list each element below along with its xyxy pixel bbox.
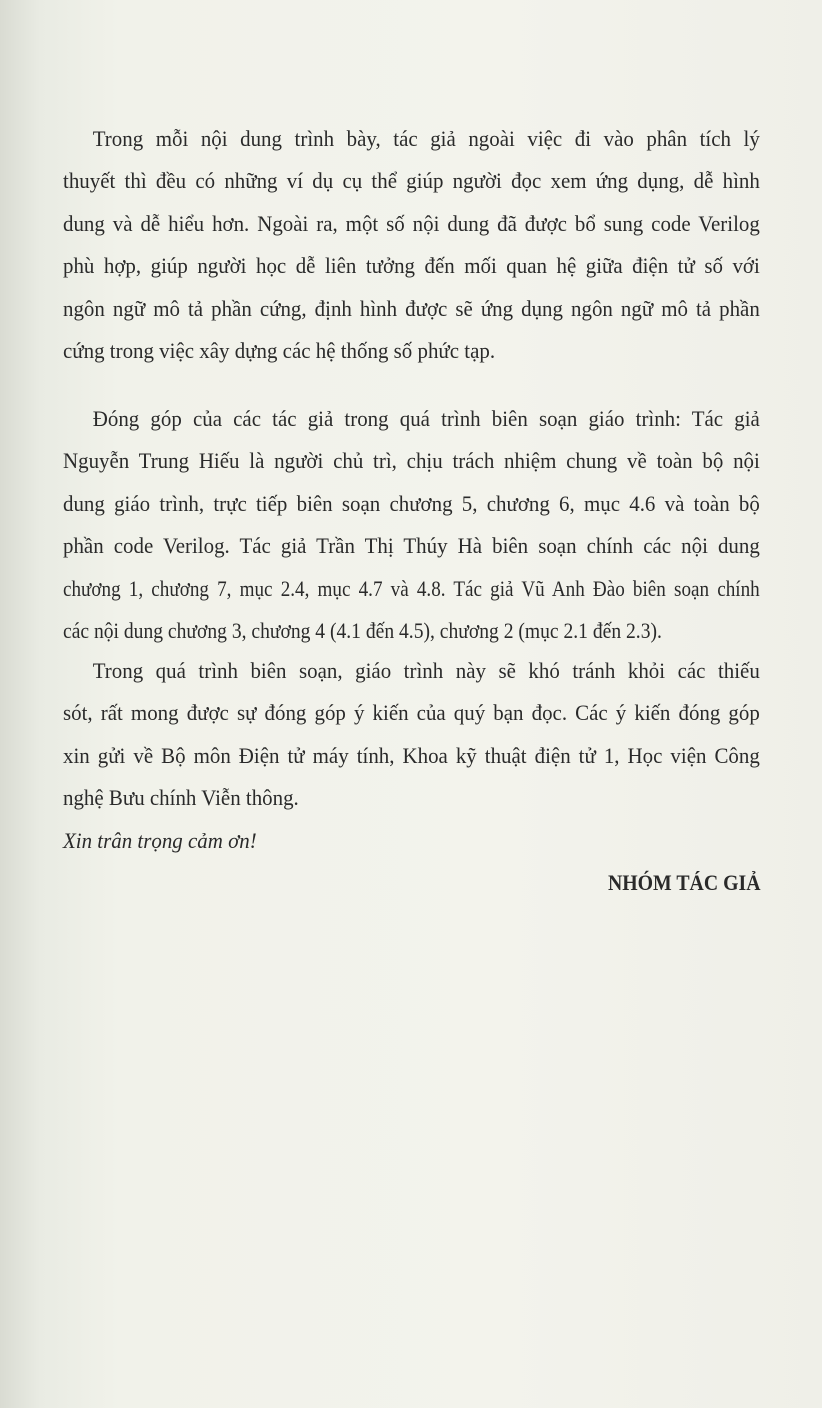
text-line: chương 1, chương 7, mục 2.4, mục 4.7 và 4.8. Tác giả Vũ Anh Đào biên soạn chính <box>63 575 760 601</box>
text-line: dung giáo trình, trực tiếp biên soạn chương 5, chương 6, mục 4.6 và toàn bộ <box>63 490 760 516</box>
paragraph-content-overview <box>63 118 760 372</box>
text-line: các nội dung chương 3, chương 4 (4.1 đến 4.5), chương 2 (mục 2.1 đến 2.3). <box>63 617 662 643</box>
text-line: xin gửi về Bộ môn Điện tử máy tính, Khoa kỹ thuật điện tử 1, Học viện Công <box>63 742 760 768</box>
text-line: thuyết thì đều có những ví dụ cụ thể giúp người đọc xem ứng dụng, dễ hình <box>63 168 760 194</box>
paragraph-feedback <box>63 650 760 820</box>
text-line: ngôn ngữ mô tả phần cứng, định hình được sẽ ứng dụng ngôn ngữ mô tả phần <box>63 295 760 321</box>
text-line: cứng trong việc xây dựng các hệ thống số phức tạp. <box>63 337 496 363</box>
text-line: Trong quá trình biên soạn, giáo trình này sẽ khó tránh khỏi các thiếu <box>92 658 760 683</box>
text-line: nghệ Bưu chính Viễn thông. <box>63 785 299 811</box>
text-line: phù hợp, giúp người học dễ liên tưởng đến mối quan hệ giữa điện tử số với <box>63 253 760 279</box>
text-line: dung và dễ hiểu hơn. Ngoài ra, một số nội dung đã được bổ sung code Verilog <box>63 210 760 236</box>
text-line: Trong mỗi nội dung trình bày, tác giả ngoài việc đi vào phân tích lý <box>92 126 760 151</box>
closing-text: Xin trân trọng cảm ơn! <box>63 828 257 853</box>
signature: NHÓM TÁC GIẢ <box>607 870 760 895</box>
paragraph-author-contributions <box>63 398 760 652</box>
text-line: Nguyễn Trung Hiếu là người chủ trì, chịu trách nhiệm chung về toàn bộ nội <box>63 448 760 474</box>
text-line: Đóng góp của các tác giả trong quá trình biên soạn giáo trình: Tác giả <box>92 406 760 431</box>
text-line: sót, rất mong được sự đóng góp ý kiến của quý bạn đọc. Các ý kiến đóng góp <box>63 700 760 726</box>
text-line: phần code Verilog. Tác giả Trần Thị Thúy Hà biên soạn chính các nội dung <box>63 533 760 559</box>
